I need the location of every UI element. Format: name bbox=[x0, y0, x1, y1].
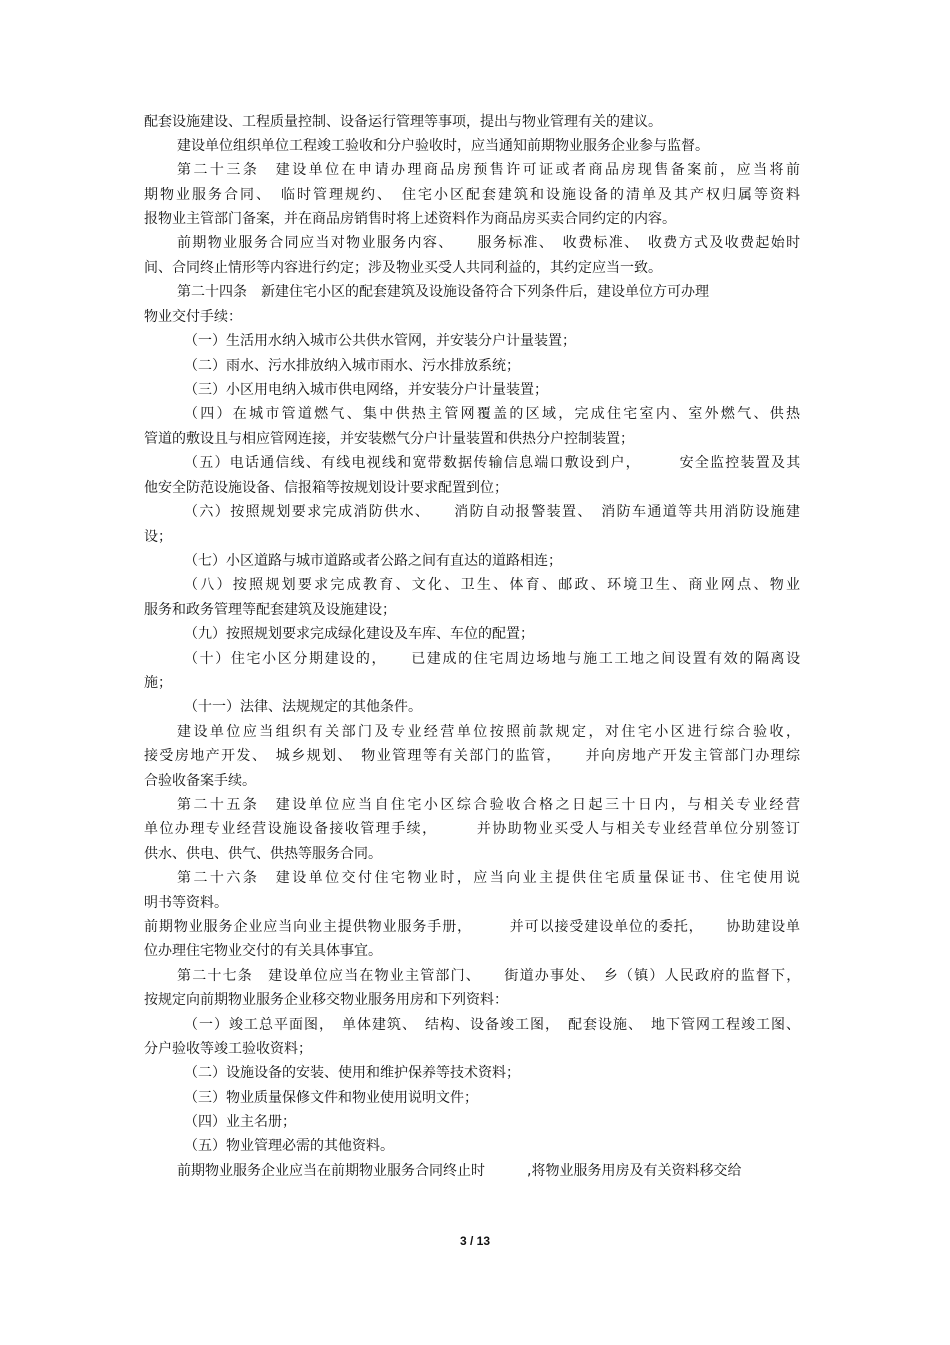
text-line: （一）生活用水纳入城市公共供水管网，并安装分户计量装置； bbox=[184, 333, 576, 349]
text-line: 服务和政务管理等配套建筑及设施建设； bbox=[144, 602, 396, 618]
text-line: 物业交付手续： bbox=[144, 309, 242, 325]
text-line: （五）物业管理必需的其他资料。 bbox=[184, 1138, 394, 1154]
text-line: （九）按照规划要求完成绿化建设及车库、车位的配置； bbox=[184, 626, 534, 642]
text-line: 施； bbox=[144, 675, 172, 691]
text-line: 第二十六条 建设单位交付住宅物业时，应当向业主提供住宅质量保证书、住宅使用说 bbox=[177, 870, 803, 886]
text-line: （八）按照规划要求完成教育、文化、卫生、体育、邮政、环境卫生、商业网点、物业 bbox=[184, 577, 803, 593]
text-line: 第二十七条 建设单位应当在物业主管部门、 街道办事处、 乡（镇）人民政府的监督下， bbox=[177, 968, 802, 984]
text-line: （三）小区用电纳入城市供电网络，并安装分户计量装置； bbox=[184, 382, 548, 398]
text-line: 按规定向前期物业服务企业移交物业服务用房和下列资料： bbox=[144, 992, 508, 1008]
text-line: 前期物业服务合同应当对物业服务内容、 服务标准、 收费标准、 收费方式及收费起始时 bbox=[177, 235, 802, 251]
text-line: 明书等资料。 bbox=[144, 895, 228, 911]
text-line: 前期物业服务企业应当在前期物业服务合同终止时 ,将物业服务用房及有关资料移交给 bbox=[177, 1163, 742, 1179]
text-line: 单位办理专业经营设施设备接收管理手续， 并协助物业买受人与相关专业经营单位分别签订 bbox=[144, 821, 802, 837]
text-line: 管道的敷设且与相应管网连接，并安装燃气分户计量装置和供热分户控制装置； bbox=[144, 431, 634, 447]
page-number: 3 / 13 bbox=[459, 1234, 491, 1248]
text-line: 他安全防范设施设备、信报箱等按规划设计要求配置到位； bbox=[144, 480, 508, 496]
text-line: （四）在城市管道燃气、集中供热主管网覆盖的区域，完成住宅室内、室外燃气、供热 bbox=[184, 406, 803, 422]
text-line: （五）电话通信线、有线电视线和宽带数据传输信息端口敷设到户， 安全监控装置及其 bbox=[184, 455, 802, 471]
text-line: 前期物业服务企业应当向业主提供物业服务手册， 并可以接受建设单位的委托， 协助建设单 bbox=[144, 919, 801, 935]
text-line: 第二十四条 新建住宅小区的配套建筑及设施设备符合下列条件后，建设单位方可办理 bbox=[177, 284, 709, 300]
text-line: 合验收备案手续。 bbox=[144, 773, 256, 789]
text-line: 建设单位应当组织有关部门及专业经营单位按照前款规定，对住宅小区进行综合验收， bbox=[177, 724, 803, 740]
text-line: （十一）法律、法规规定的其他条件。 bbox=[184, 699, 422, 715]
text-line: （四）业主名册； bbox=[184, 1114, 296, 1130]
text-line: 配套设施建设、工程质量控制、设备运行管理等事项，提出与物业管理有关的建议。 bbox=[144, 114, 662, 130]
text-line: 分户验收等竣工验收资料； bbox=[144, 1041, 312, 1057]
text-line: 设； bbox=[144, 529, 172, 545]
text-line: （三）物业质量保修文件和物业使用说明文件； bbox=[184, 1090, 478, 1106]
text-line: （二）设施设备的安装、使用和维护保养等技术资料； bbox=[184, 1065, 520, 1081]
text-line: 期物业服务合同、 临时管理规约、 住宅小区配套建筑和设施设备的清单及其产权归属等资料 bbox=[144, 187, 802, 203]
text-line: 第二十五条 建设单位应当自住宅小区综合验收合格之日起三十日内，与相关专业经营 bbox=[177, 797, 803, 813]
text-line: 接受房地产开发、 城乡规划、 物业管理等有关部门的监管， 并向房地产开发主管部门办理综 bbox=[144, 748, 802, 764]
text-line: 供水、供电、供气、供热等服务合同。 bbox=[144, 846, 382, 862]
text-line: （十）住宅小区分期建设的， 已建成的住宅周边场地与施工工地之间设置有效的隔离设 bbox=[184, 651, 802, 667]
text-line: （七）小区道路与城市道路或者公路之间有直达的道路相连； bbox=[184, 553, 562, 569]
text-line: 第二十三条 建设单位在申请办理商品房预售许可证或者商品房现售备案前，应当将前 bbox=[177, 162, 803, 178]
text-line: 间、合同终止情形等内容进行约定；涉及物业买受人共同利益的，其约定应当一致。 bbox=[144, 260, 662, 276]
text-line: （二）雨水、污水排放纳入城市雨水、污水排放系统； bbox=[184, 358, 520, 374]
text-line: 建设单位组织单位工程竣工验收和分户验收时，应当通知前期物业服务企业参与监督。 bbox=[177, 138, 709, 154]
text-line: 位办理住宅物业交付的有关具体事宜。 bbox=[144, 943, 382, 959]
text-line: （一）竣工总平面图， 单体建筑、 结构、设备竣工图， 配套设施、 地下管网工程竣工图、 bbox=[184, 1017, 801, 1033]
text-line: （六）按照规划要求完成消防供水、 消防自动报警装置、 消防车通道等共用消防设施建 bbox=[184, 504, 802, 520]
text-line: 报物业主管部门备案，并在商品房销售时将上述资料作为商品房买卖合同约定的内容。 bbox=[144, 211, 676, 227]
